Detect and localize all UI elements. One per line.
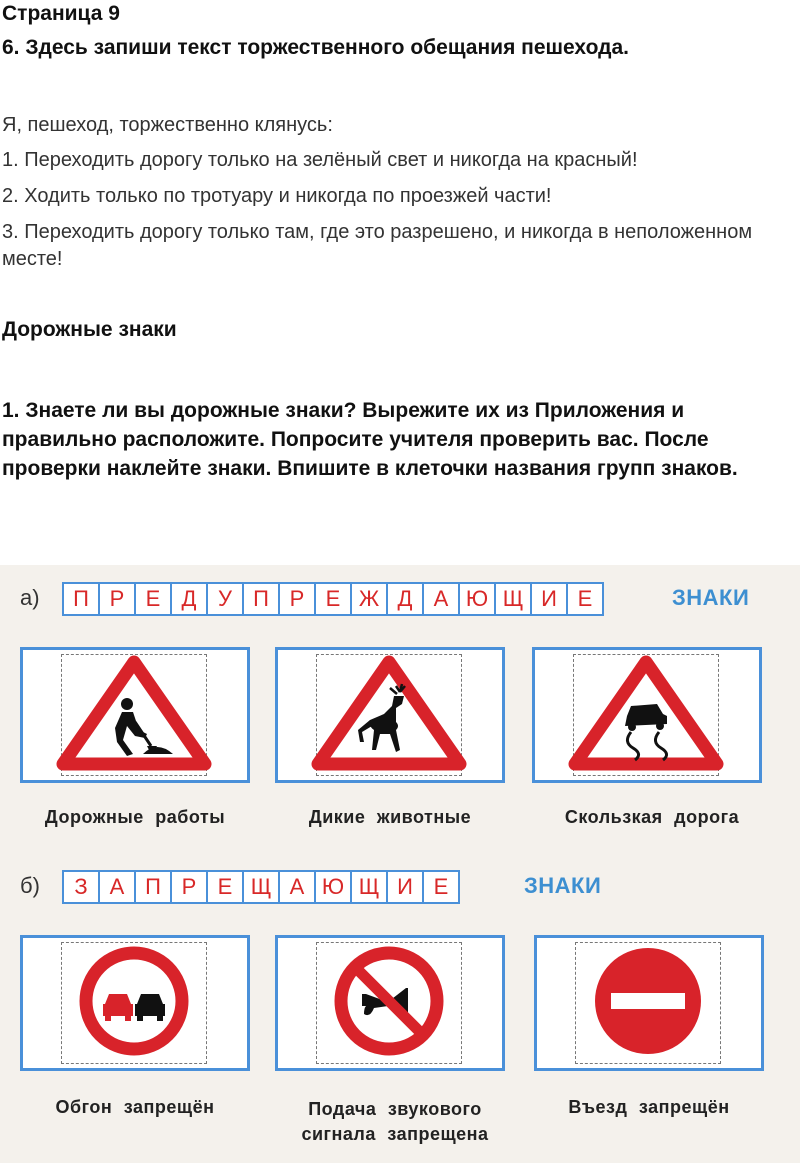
- letter-cell: А: [424, 584, 460, 614]
- letter-cell: П: [64, 584, 100, 614]
- caption-no-horn: [275, 1097, 515, 1147]
- sign-box-slippery-road: [532, 647, 762, 783]
- caption-wild-animals: Дикие животные: [308, 807, 472, 827]
- letter-cell: А: [280, 872, 316, 902]
- letter-cell: И: [532, 584, 568, 614]
- caption-no-entry: Въезд запрещён: [568, 1097, 730, 1117]
- wild-animals-sign-icon: [278, 650, 502, 780]
- caption-no-overtaking: Обгон запрещён: [55, 1097, 215, 1117]
- caption-slippery-road: Скользкая дорога: [564, 807, 740, 827]
- letter-cell: Е: [136, 584, 172, 614]
- letter-cell: Е: [577, 586, 593, 611]
- letter-cell: Е: [316, 584, 352, 614]
- road-signs-figure: [0, 565, 800, 1163]
- no-entry-sign-icon: [537, 938, 761, 1068]
- pledge-item-2: 2. Ходить только по тротуару и никогда по проезжей части!: [2, 185, 552, 207]
- sign-box-road-works: [20, 647, 250, 783]
- group-a-cells: [62, 582, 604, 616]
- page-title: Страница 9: [2, 2, 120, 25]
- task-6-title: 6. Здесь запиши текст торжественного обещания пешехода.: [2, 36, 629, 59]
- letter-cell: Щ: [244, 872, 280, 902]
- slippery-road-sign-icon: [535, 650, 759, 780]
- pledge-intro: Я, пешеход, торжественно клянусь:: [2, 114, 333, 136]
- caption-no-horn-line-2: сигнала запрещена: [301, 1124, 489, 1144]
- caption-road-works: Дорожные работы: [44, 807, 226, 827]
- no-horn-sign-icon: [278, 938, 502, 1068]
- section-title: Дорожные знаки: [2, 318, 177, 341]
- letter-cell: А: [100, 872, 136, 902]
- letter-cell: И: [388, 872, 424, 902]
- letter-cell: Д: [172, 584, 208, 614]
- sign-box-wild-animals: [275, 647, 505, 783]
- letter-cell: Щ: [496, 584, 532, 614]
- letter-cell: П: [136, 872, 172, 902]
- letter-cell: Ж: [352, 584, 388, 614]
- letter-cell: Ю: [460, 584, 496, 614]
- group-b-label: б): [20, 873, 40, 898]
- letter-cell: Е: [433, 874, 449, 899]
- group-b-suffix: ЗНАКИ: [524, 873, 602, 898]
- letter-cell: Р: [280, 584, 316, 614]
- road-works-sign-icon: [23, 650, 247, 780]
- pledge-item-3: 3. Переходить дорогу только там, где это разрешено, и никогда в неположенном месте!: [2, 221, 753, 270]
- group-a-suffix: ЗНАКИ: [672, 585, 750, 610]
- sign-box-no-entry: [534, 935, 764, 1071]
- task-1-text: 1. Знаете ли вы дорожные знаки? Вырежите их из Приложения и правильно расположите. Попросите учителя проверить вас. После проверки наклейте знаки. Впишите в клеточки названия групп знаков.: [2, 399, 738, 480]
- sign-box-no-horn: [275, 935, 505, 1071]
- letter-cell: Е: [208, 872, 244, 902]
- letter-cell: Р: [100, 584, 136, 614]
- group-a-label: а): [20, 585, 40, 610]
- group-b-cells: [62, 870, 460, 904]
- caption-no-horn-line-1: Подача звукового: [308, 1099, 482, 1119]
- no-overtaking-sign-icon: [23, 938, 247, 1068]
- sign-box-no-overtaking: [20, 935, 250, 1071]
- letter-cell: Д: [388, 584, 424, 614]
- letter-cell: Щ: [352, 872, 388, 902]
- letter-cell: Ю: [316, 872, 352, 902]
- letter-cell: П: [244, 584, 280, 614]
- letter-cell: З: [64, 872, 100, 902]
- letter-cell: У: [208, 584, 244, 614]
- letter-cell: Р: [172, 872, 208, 902]
- pledge-item-1: 1. Переходить дорогу только на зелёный свет и никогда на красный!: [2, 149, 638, 171]
